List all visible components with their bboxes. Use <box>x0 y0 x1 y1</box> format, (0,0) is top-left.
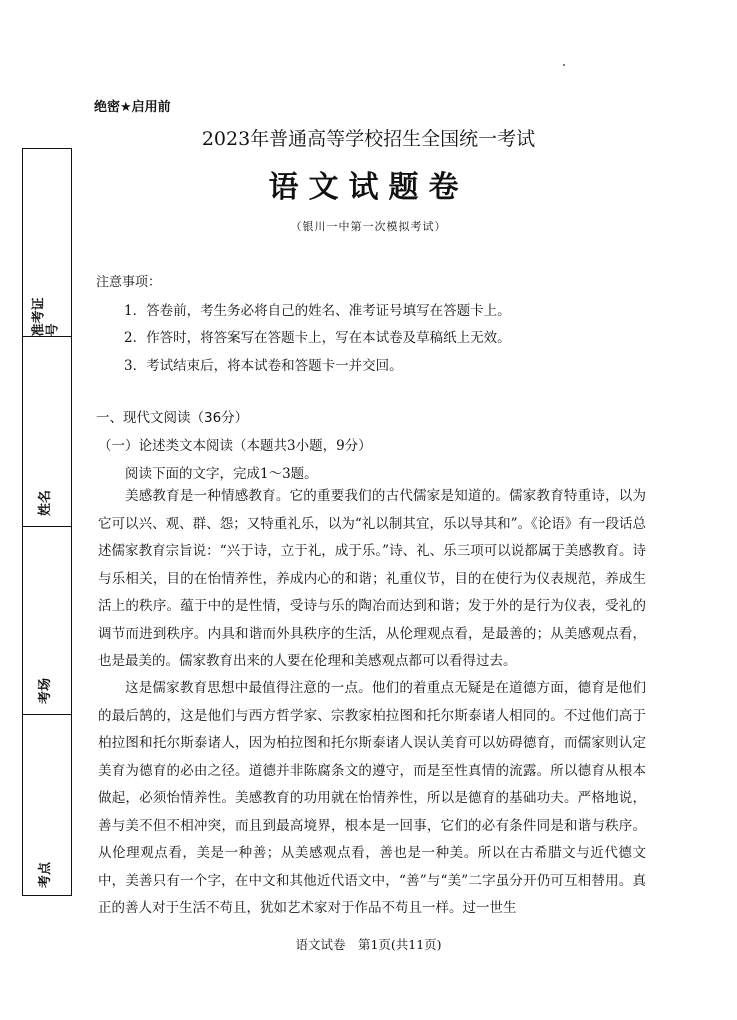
notice-heading: 注意事项： <box>96 275 162 290</box>
section-heading: 一、现代文阅读（36分） <box>96 410 249 426</box>
strip-label-exam-id: 准考证号 <box>31 296 61 336</box>
candidate-info-strip <box>22 148 72 896</box>
notice-item: 1．答卷前，考生务必将自己的姓名、准考证号填写在答题卡上。 <box>124 303 511 319</box>
strip-divider <box>23 714 71 715</box>
strip-divider <box>23 336 71 337</box>
confidential-label: 绝密★启用前 <box>94 100 171 115</box>
reading-instruction: 阅读下面的文字，完成1～3题。 <box>125 466 318 482</box>
speck-dot <box>563 64 565 66</box>
subsection-heading: （一）论述类文本阅读（本题共3小题，9分） <box>98 438 372 454</box>
school-note: （银川一中第一次模拟考试） <box>290 220 447 233</box>
subject-title: 语文试题卷 <box>268 170 469 205</box>
page-footer: 语文试卷 第1页(共11页) <box>295 937 442 952</box>
strip-divider <box>23 526 71 527</box>
exam-title: 2023年普通高等学校招生全国统一考试 <box>201 128 536 150</box>
notice-item: 3．考试结束后，将本试卷和答题卡一并交回。 <box>124 358 403 374</box>
strip-label-name: 姓名 <box>38 489 54 516</box>
strip-label-exam-site: 考点 <box>38 861 54 889</box>
passage-paragraph: 这是儒家教育思想中最值得注意的一点。他们的着重点无疑是在道德方面，德育是他们的最后鹄的，这是他们与西方哲学家、宗教家柏拉图和托尔斯泰诸人相同的。不过他们高于柏拉图和托尔斯泰诸人，因为柏拉图和托尔斯泰诸人误认美育可以妨碍德育，而儒家则认定美育为德育的必由之径。道德并非陈腐条文的遵守，而是至性真情的流露。所以德育从根本做起，必须怡情养性。美感教育的功用就在怡情养性，所以是德育的基础功夫。严格地说，善与美不但不相冲突，而且到最高境界，根本是一回事，它们的必有条件同是和谐与秩序。从伦理观点看，美是一种善；从美感观点看，善也是一种美。所以在古希腊文与近代德文中，美善只有一个字，在中文和其他近代语文中，“善”与“美”二字虽分开仍可互相替用。真正的善人对于生活不苟且，犹如艺术家对于作品不苟且一样。过一世生 <box>98 680 646 916</box>
notice-item: 2．作答时，将答案写在答题卡上，写在本试卷及草稿纸上无效。 <box>124 330 511 346</box>
strip-label-exam-room: 考场 <box>38 677 54 704</box>
passage-paragraph: 美感教育是一种情感教育。它的重要我们的古代儒家是知道的。儒家教育特重诗，以为它可以兴、观、群、怨；又特重礼乐，以为“礼以制其宜，乐以导其和”。《论语》有一段话总述儒家教育宗旨说：“兴于诗，立于礼，成于乐。”诗、礼、乐三项可以说都属于美感教育。诗与乐相关，目的在怡情养性，养成内心的和谐；礼重仪节，目的在使行为仪表规范，养成生活上的秩序。蕴于中的是性情，受诗与乐的陶冶而达到和谐；发于外的是行为仪表，受礼的调节而进到秩序。内具和谐而外具秩序的生活，从伦理观点看，是最善的；从美感观点看，也是最美的。儒家教育出来的人要在伦理和美感观点都可以看得过去。 <box>98 488 646 669</box>
